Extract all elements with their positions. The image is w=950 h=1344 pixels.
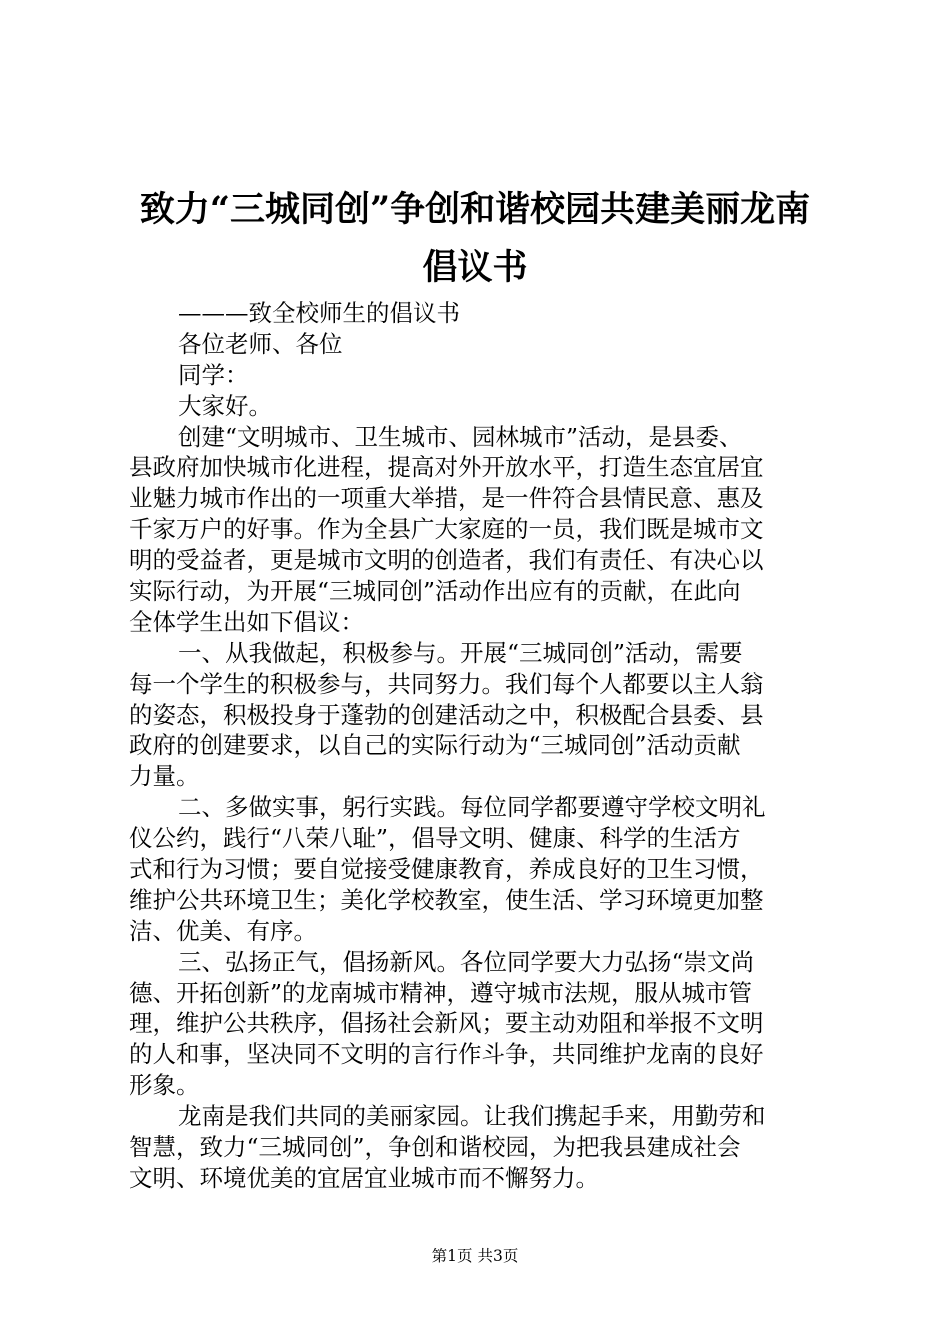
paragraph-line: 仪公约，践行“八荣八耻”，倡导文明、健康、科学的生活方 [129,824,741,853]
paragraph-line: 县政府加快城市化进程，提高对外开放水平，打造生态宜居宜 [129,453,764,482]
paragraph-line: 维护公共环境卫生；美化学校教室，使生活、学习环境更加整 [129,885,764,914]
paragraph-line: 式和行为习惯；要自觉接受健康教育，养成良好的卫生习惯， [129,855,764,884]
paragraph-line: 文明、环境优美的宜居宜业城市而不懈努力。 [129,1163,599,1192]
paragraph-line: 创建“文明城市、卫生城市、园林城市”活动，是县委、 [178,422,743,451]
paragraph-line: 的姿态，积极投身于蓬勃的创建活动之中，积极配合县委、县 [129,700,764,729]
paragraph-line: 智慧，致力“三城同创”，争创和谐校园，为把我县建成社会 [129,1133,741,1162]
page-number: 第1页 共3页 [431,1247,519,1265]
paragraph-line: 实际行动，为开展“三城同创”活动作出应有的贡献，在此向 [129,577,741,606]
paragraph-line: 千家万户的好事。作为全县广大家庭的一员，我们既是城市文 [129,515,764,544]
greeting-line: 大家好。 [178,391,272,420]
paragraph-line: 业魅力城市作出的一项重大举措，是一件符合县情民意、惠及 [129,484,764,513]
paragraph-line: 明的受益者，更是城市文明的创造者，我们有责任、有决心以 [129,546,764,575]
paragraph-line: 一、从我做起，积极参与。开展“三城同创”活动，需要 [178,638,743,667]
paragraph-line: 二、多做实事，躬行实践。每位同学都要遵守学校文明礼 [178,793,766,822]
paragraph-line: 理，维护公共秩序，倡扬社会新风；要主动劝阻和举报不文明 [129,1009,764,1038]
paragraph-line: 每一个学生的积极参与，共同努力。我们每个人都要以主人翁 [129,669,764,698]
page-footer [0,1246,950,1266]
paragraph-line: 德、开拓创新”的龙南城市精神，遵守城市法规，服从城市管 [129,978,753,1007]
salutation-line: 各位老师、各位 [178,329,343,358]
paragraph-line: 全体学生出如下倡议： [129,607,364,636]
paragraph-line: 的人和事，坚决同不文明的言行作斗争，共同维护龙南的良好 [129,1040,764,1069]
document-body [129,298,829,1194]
paragraph-line: 形象。 [129,1071,200,1100]
subtitle-line: ———致全校师生的倡议书 [178,299,460,327]
paragraph-line: 三、弘扬正气，倡扬新风。各位同学要大力弘扬“崇文尚 [178,947,755,976]
document-title-line-1: 致力“三城同创”争创和谐校园共建美丽龙南 [139,189,811,230]
paragraph-line: 力量。 [129,762,200,791]
salutation-line: 同学： [178,360,249,389]
paragraph-line: 政府的创建要求，以自己的实际行动为“三城同创”活动贡献 [129,731,741,760]
paragraph-line: 龙南是我们共同的美丽家园。让我们携起手来，用勤劳和 [178,1102,766,1131]
paragraph-line: 洁、优美、有序。 [129,916,317,945]
document-title-line-2: 倡议书 [422,247,528,288]
